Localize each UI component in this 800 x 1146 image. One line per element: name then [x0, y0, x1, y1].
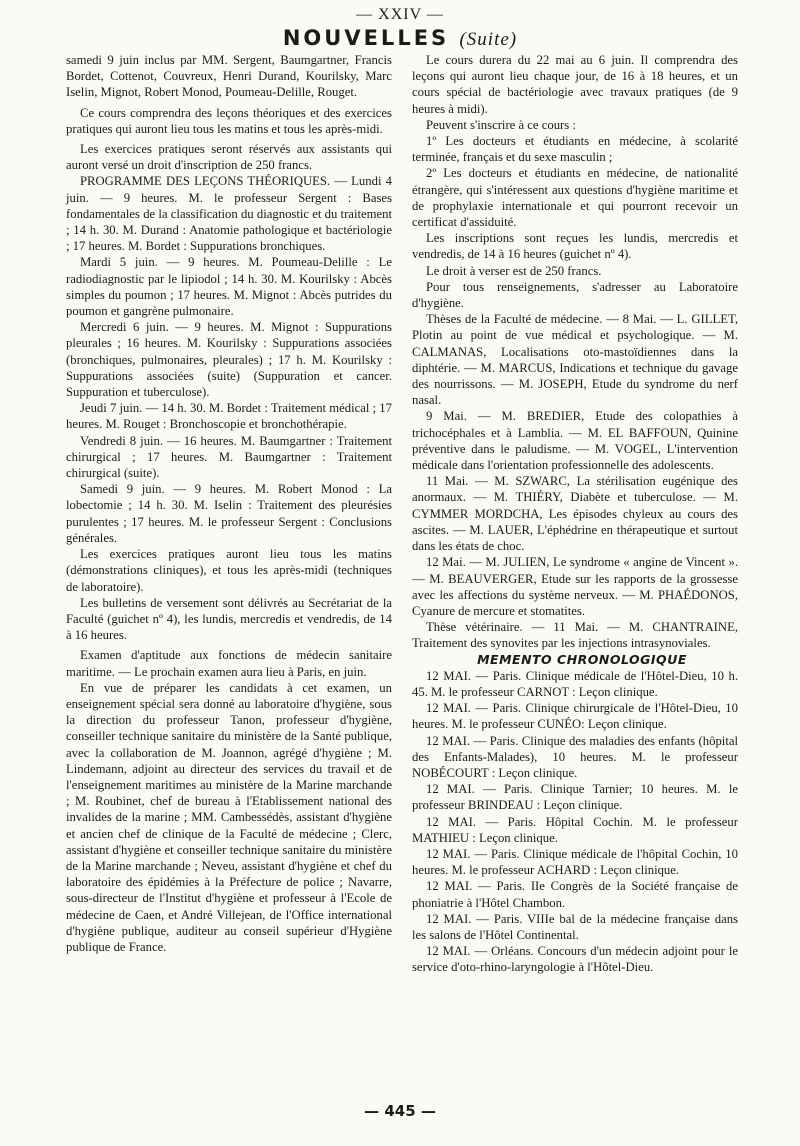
paragraph: Les exercices pratiques auront lieu tous les matins (démonstrations cliniques), et tous les après-midi (techniques de laboratoire). — [66, 547, 392, 594]
memento-item: 12 MAI. — Paris. Clinique des maladies des enfants (hôpital des Enfants-Malades), 10 heures. M. le professeur NOBÉCOURT : Leçon clinique. — [412, 733, 738, 780]
page-roman-numeral: — XXIV — — [356, 6, 444, 23]
paragraph: 9 Mai. — M. BREDIER, Etude des colopathies à trichocéphales et à Lamblia. — M. EL BAFFOUN, Quinine préventive dans le paludisme. — M. VOGEL, L'intervention médicale dans l'orientation professionnelle des adolescents. — [412, 409, 738, 473]
paragraph: Le droit à verser est de 250 francs. — [426, 263, 602, 278]
paragraph: Les bulletins de versement sont délivrés au Secrétariat de la Faculté (guichet nº 4), les lundis, mercredis et vendredis, de 14 à 16 heures. — [66, 595, 392, 643]
memento-title: MEMENTO CHRONOLOGIQUE — [477, 651, 687, 667]
paragraph: Vendredi 8 juin. — 16 heures. M. Baumgartner : Traitement chirurgical ; 17 heures. M. Baumgartner : Traitement chirurgical (suite). — [66, 433, 392, 481]
paragraph: 11 Mai. — M. SZWARC, La stérilisation eugénique des anormaux. — M. THIÉRY, Diabète et tuberculose. — M. CYMMER MORDCHA, Les épisodes chyleux au cours des ascites. — M. LAUER, L'éphédrine en thérapeutique et surtout dans les états de choc. — [412, 474, 738, 554]
paragraph: Pour tous renseignements, s'adresser au Laboratoire d'hygiène. — [412, 279, 738, 311]
paragraph: PROGRAMME DES LEÇONS THÉORIQUES. — Lundi 4 juin. — 9 heures. M. le professeur Sergent : Bases fondamentales de la classification du diagnostic et du traitement ; 14 h. 30. M. Durand : Anatomie pathologique et bactériologie ; 17 heures. M. Bordet : Suppurations bronchiques. — [66, 174, 392, 254]
paragraph: Peuvent s'inscrire à ce cours : — [426, 117, 576, 132]
memento-item: 12 MAI. — Paris. Clinique chirurgicale de l'Hôtel-Dieu, 10 heures. M. le professeur CUNÉO: Leçon clinique. — [412, 701, 738, 732]
paragraph: Le cours durera du 22 mai au 6 juin. Il comprendra des leçons qui auront lieu chaque jour, de 16 à 18 heures, et un cours spécial de bactériologie avec travaux pratiques (de 9 heures à midi). — [412, 53, 738, 116]
paragraph: Les exercices pratiques seront réservés aux assistants qui auront versé un droit d'inscription de 250 francs. — [66, 142, 392, 173]
page-number: — 445 — — [364, 1102, 436, 1120]
paragraph: Mardi 5 juin. — 9 heures. M. Poumeau-Delille : Le radiodiagnostic par le lipiodol ; 14 h. 30. M. Kourilsky : Abcès simples du poumon ; 17 heures. M. Mignot : Abcès putrides du poumon et gangrène pulmonaire. — [66, 255, 392, 319]
paragraph: Thèse vétérinaire. — 11 Mai. — M. CHANTRAINE, Traitement des synovites par les injections intrasynoviales. — [412, 620, 738, 651]
memento-item: 12 MAI. — Orléans. Concours d'un médecin adjoint pour le service d'oto-rhino-laryngologie à l'Hôtel-Dieu. — [412, 944, 738, 975]
memento-item: 12 MAI. — Paris. Hôpital Cochin. M. le professeur MATHIEU : Leçon clinique. — [412, 814, 738, 845]
page-title — [0, 26, 800, 51]
paragraph: Mercredi 6 juin. — 9 heures. M. Mignot : Suppurations pleurales ; 16 heures. M. Kourilsky : Suppurations associées (bronchiques, pulmonaires, pleurales) ; 17 h. M. Kourilsky : Suppurations associées (suite) (Suppuration et cancer. Suppuration et tuberculose). — [66, 320, 392, 400]
paragraph: Samedi 9 juin. — 9 heures. M. Robert Monod : La lobectomie ; 14 h. 30. M. Iselin : Traitement des pleurésies purulentes ; 17 heures. M. le professeur Sergent : Conclusions générales. — [66, 482, 392, 545]
title-suffix: (Suite) — [459, 29, 518, 50]
paragraph: Les inscriptions sont reçues les lundis, mercredis et vendredis, de 14 à 16 heures (guichet nº 4). — [412, 231, 738, 262]
memento-item: 12 MAI. — Paris. IIe Congrès de la Société française de phoniatrie à l'Hôtel Chambon. — [412, 879, 738, 910]
memento-item: 12 MAI. — Paris. Clinique Tarnier; 10 heures. M. le professeur BRINDEAU : Leçon clinique. — [412, 782, 738, 813]
paragraph: Jeudi 7 juin. — 14 h. 30. M. Bordet : Traitement médical ; 17 heures. M. Rouget : Bronchoscopie et bronchothérapie. — [66, 401, 392, 432]
paragraph: Examen d'aptitude aux fonctions de médecin sanitaire maritime. — Le prochain examen aura lieu à Paris, en juin. — [66, 648, 392, 679]
paragraph: Thèses de la Faculté de médecine. — 8 Mai. — L. GILLET, Plotin au point de vue médical et psychologique. — M. CALMANAS, Localisations oto-mastoïdiennes dans la diphtérie. — M. MARCUS, Indications et technique du gavage des nourrissons. — M. JOSEPH, Etude du syndrome du nerf nasal. — [412, 312, 738, 408]
memento-item: 12 MAI. — Paris. VIIIe bal de la médecine française dans les salons de l'Hôtel Continental. — [412, 911, 738, 942]
memento-item: 12 MAI. — Paris. Clinique médicale de l'Hôtel-Dieu, 10 h. 45. M. le professeur CARNOT : Leçon clinique. — [412, 668, 738, 699]
paragraph: En vue de préparer les candidats à cet examen, un enseignement spécial sera donné au laboratoire d'hygiène, sous la direction du professeur Tanon, professeur d'hygiène, conseiller technique sanitaire du ministère de la Santé publique, avec la collaboration de M. Joannon, agrégé d'hygiène ; M. Lindemann, adjoint au directeur des services du travail et de l'enseignement maritimes au ministère de la Marine marchande ; M. Roubinet, chef de bureau à l'Etablissement national des invalides de la marine ; MM. Cambessédès, assistant d'hygiène et ancien chef de clinique de la Faculté de médecine ; Clerc, assistant d'hygiène et conseiller technique sanitaire du ministère de la Marine marchande ; Neveu, assistant d'hygiène et chef du laboratoire des épidémies à la Préfecture de police ; Navarre, sous-directeur de l'Institut d'hygiène et professeur à l'Ecole de médecine de Caen, et André Villejean, de l'Office international d'hygiène publique, auditeur au conseil supérieur d'Hygiène publique de France. — [66, 680, 392, 954]
memento-item: 12 MAI. — Paris. Clinique médicale de l'hôpital Cochin, 10 heures. M. le professeur ACHARD : Leçon clinique. — [412, 846, 738, 878]
left-column — [66, 52, 392, 955]
paragraph: 2º Les docteurs et étudiants en médecine, de nationalité étrangère, qui s'intéressent aux questions d'hygiène maritime et de prophylaxie internationale et qui pourront recevoir un certificat d'assiduité. — [412, 166, 738, 230]
paragraph: 1º Les docteurs et étudiants en médecine, à scolarité terminée, français et du sexe masculin ; — [412, 134, 738, 165]
title-text: NOUVELLES — [282, 26, 450, 50]
paragraph: samedi 9 juin inclus par MM. Sergent, Baumgartner, Francis Bordet, Cottenot, Couvreux, Henri Durand, Kourilsky, Marc Iselin, Mignot, Robert Monod, Poumeau-Delille, Rouget. — [66, 53, 392, 100]
paragraph: Ce cours comprendra des leçons théoriques et des exercices pratiques qui auront lieu tous les matins et tous les après-midi. — [66, 105, 392, 136]
right-column — [412, 52, 738, 976]
paragraph: 12 Mai. — M. JULIEN, Le syndrome « angine de Vincent ». — M. BEAUVERGER, Etude sur les rapports de la grossesse avec les affections du système nerveux. — M. PHAÉDONOS, Cyanure de mercure et stomatites. — [412, 555, 738, 618]
